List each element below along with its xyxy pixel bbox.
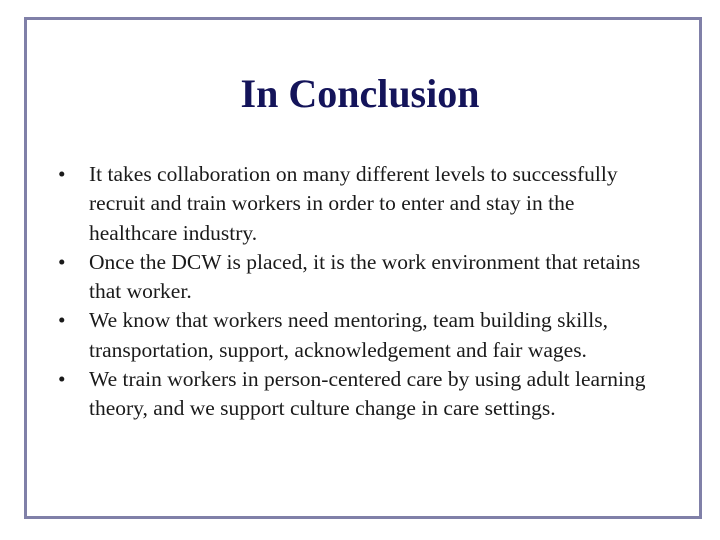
slide-title: In Conclusion xyxy=(240,71,480,116)
bullet-text: Once the DCW is placed, it is the work environment that retains that worker. xyxy=(89,249,641,304)
bullet-text: It takes collaboration on many different levels to successfully recruit and train workers in order to enter and stay in the healthcare industry. xyxy=(89,162,618,245)
bullet-item-4 xyxy=(58,365,668,424)
bullet-dot-icon: • xyxy=(58,367,66,392)
bullet-item-3 xyxy=(58,306,668,365)
bullet-item-2 xyxy=(58,248,668,307)
bullet-dot-icon: • xyxy=(58,249,66,274)
bullet-dot-icon: • xyxy=(58,162,66,186)
bullet-text: We know that workers need mentoring, team building skills, transportation, support, acknowledgement and fair wages. xyxy=(89,308,608,362)
bullet-dot-icon: • xyxy=(58,308,66,333)
bullet-item-1 xyxy=(58,160,668,248)
bullet-list xyxy=(58,160,668,424)
bullet-text: We train workers in person-centered care by using adult learning theory, and we support culture change in care settings. xyxy=(89,367,646,421)
